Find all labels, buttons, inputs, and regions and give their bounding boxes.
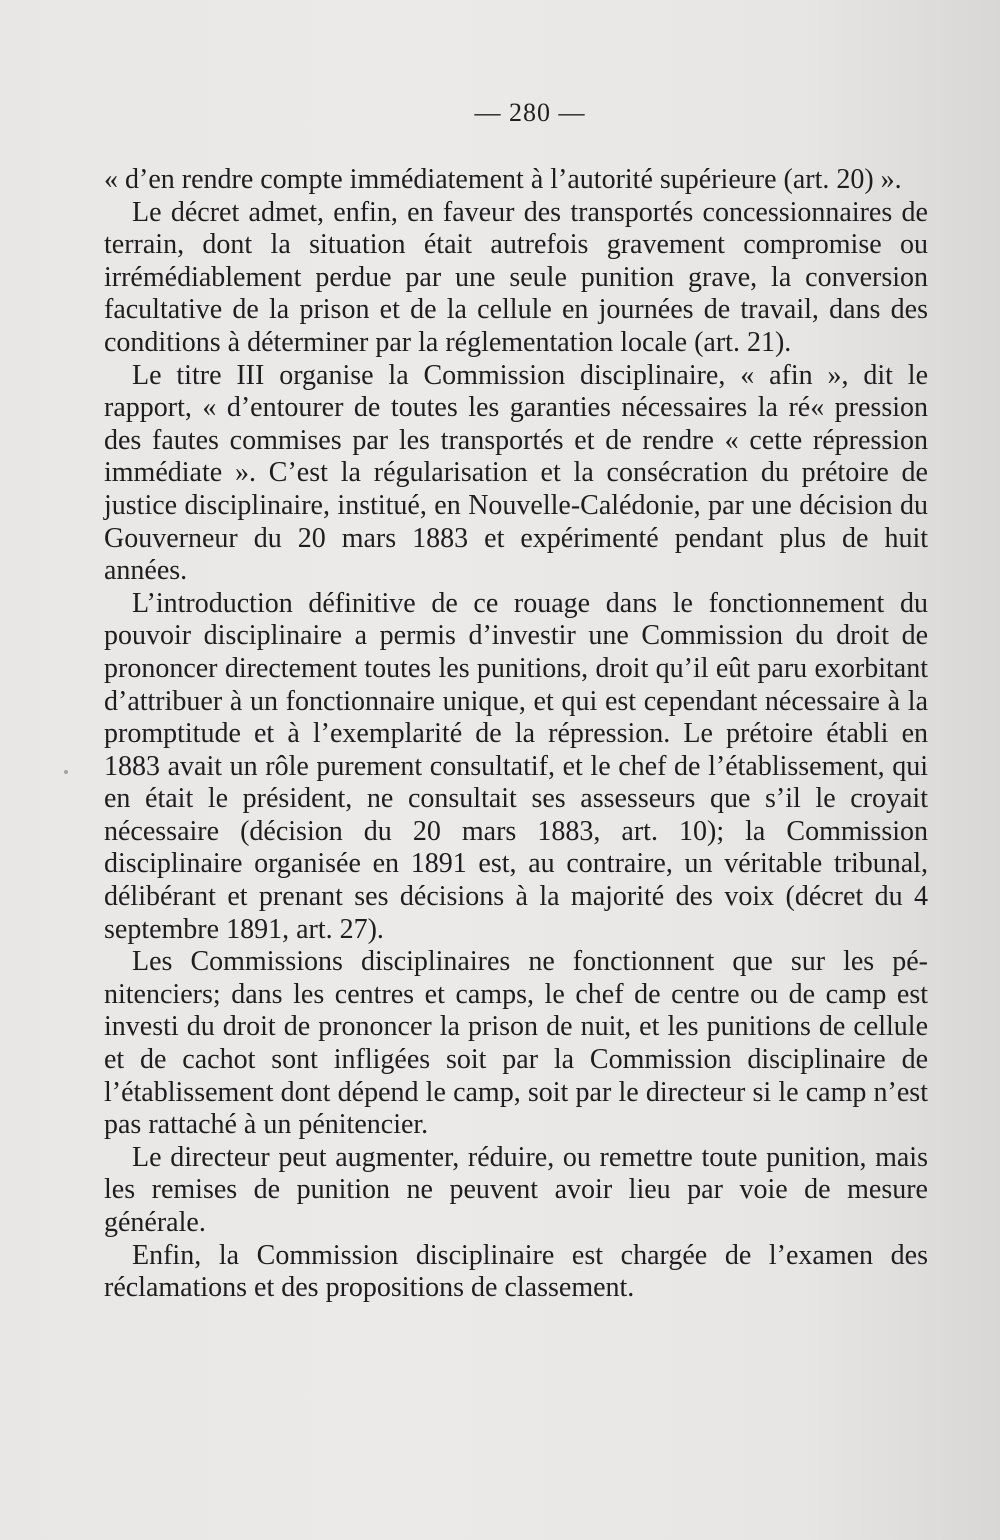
paragraph-4: L’introduction définitive de ce rouage dans le fonctionnement du pouvoir disciplinaire a permis d’investir une Commission du droit de prononcer directement toutes les punitions, droit qu’il eût paru exorbitant d’attribuer à un fonctionnaire unique, et qui est cependant nécessaire à la promptitude et à l’exemplarité de la répression. Le prétoire établi en 1883 avait un rôle purement consultatif, et le chef de l’établissement, qui en était le président, ne consultait ses assesseurs que s’il le croyait nécessaire (décision du 20 mars 1883, art. 10); la Commission disciplinaire organisée en 1891 est, au contraire, un véritable tribunal, délibérant et prenant ses décisions à la majorité des voix (décret du 4 septembre 1891, art. 27).: [104, 587, 928, 945]
paragraph-7: Enfin, la Commission disciplinaire est chargée de l’examen des réclamations et des propositions de classement.: [104, 1239, 928, 1304]
margin-speck: [64, 770, 68, 774]
paragraph-6: Le directeur peut augmenter, réduire, ou remettre toute punition, mais les remises de punition ne peuvent avoir lieu par voie de mesure générale.: [104, 1141, 928, 1238]
page-number: — 280 —: [474, 98, 586, 127]
paragraph-2: Le décret admet, enfin, en faveur des transportés concessionnaires de terrain, dont la situation était autrefois gravement compromise ou irrémédiablement perdue par une seule punition grave, la conversion facultative de la prison et de la cellule en journées de travail, dans des conditions à déterminer par la réglementation locale (art. 21).: [104, 196, 928, 358]
paragraph-5: Les Commissions disciplinaires ne fonctionnent que sur les pénitenciers; dans les centres et camps, le chef de centre ou de camp est investi du droit de prononcer la prison de nuit, et les punitions de cellule et de cachot sont infligées soit par la Commission disciplinaire de l’établissement dont dépend le camp, soit par le directeur si le camp n’est pas rattaché à un pénitencier.: [104, 946, 928, 1141]
paragraph-1: « d’en rendre compte immédiatement à l’autorité supérieure (art. 20) ».: [104, 164, 902, 195]
paragraph-3: Le titre III organise la Commission disciplinaire, « afin », dit le rapport, « d’entourer de toutes les garanties nécessaires la ré« pression des fautes commises par les transportés et de rendre « cette répression immédiate ». C’est la régularisation et la consécration du prétoire de justice disciplinaire, institué, en Nouvelle-Calédonie, par une décision du Gouverneur du 20 mars 1883 et expérimenté pendant plus de huit années.: [104, 359, 928, 587]
body-text: [104, 164, 928, 1305]
